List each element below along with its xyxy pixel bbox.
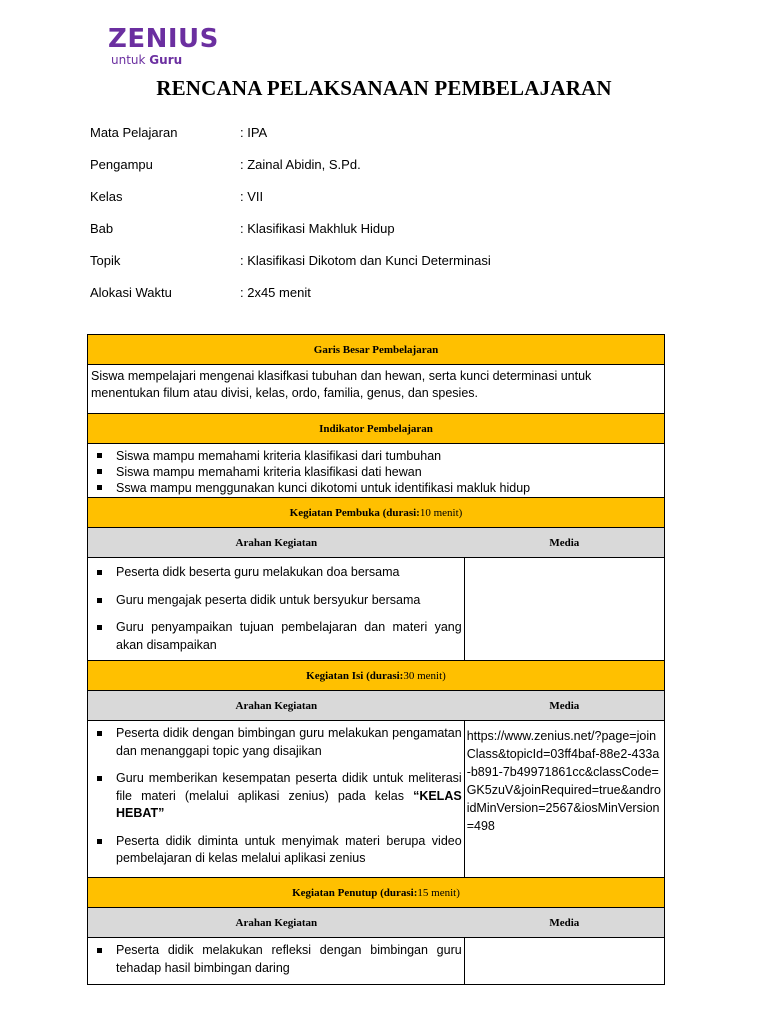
indikator-list [88,444,664,496]
list-item: Siswa mampu memahami kriteria klasifikasi dari tumbuhan [88,448,664,464]
pembuka-header: Kegiatan Pembuka (durasi: 10 menit) [88,498,664,528]
bullet-icon [97,839,102,844]
zenius-class-link[interactable]: https://www.zenius.net/?page=joinClass&topicId=03ff4baf-88e2-433a-b891-7b49971861cc&classCode=GK5zuV&joinRequired=true&androidMinVersion=2567&iosMinVersion=498 [466,729,661,833]
pembuka-column-headers [88,528,664,558]
activity-item: Peserta didik diminta untuk menyimak materi berupa video pembelajaran di kelas melalui aplikasi zenius [88,833,462,868]
info-label: Alokasi Waktu [90,284,172,300]
info-value: : 2x45 menit [240,284,311,300]
bullet-icon [97,598,102,603]
garis-besar-text: Siswa mempelajari mengenai klasifkasi tubuhan dan hewan, serta kunci determinasi untuk menentukan filum atau divisi, kelas, ordo, familia, genus, dan spesies. [91,369,592,400]
activity-item: Guru memberikan kesempatan peserta didik untuk meliterasi file materi (melalui aplikasi zenius) pada kelas “KELAS HEBAT” [88,770,462,823]
lesson-plan-table [87,334,665,985]
info-value: : Klasifikasi Dikotom dan Kunci Determinasi [240,252,491,268]
penutup-header: Kegiatan Penutup (durasi: 15 menit) [88,878,664,908]
penutup-column-headers [88,908,664,938]
info-row-mata-pelajaran [90,116,491,148]
isi-media[interactable] [465,721,664,877]
isi-header: Kegiatan Isi (durasi: 30 menit) [88,661,664,691]
bullet-icon [97,731,102,736]
column-header-arahan: Arahan Kegiatan [235,916,318,929]
info-row-pengampu [90,148,491,180]
penutup-activities [88,938,465,984]
info-label: Kelas [90,188,123,204]
info-row-kelas [90,180,491,212]
activity-item: Guru penyampaikan tujuan pembelajaran dan materi yang akan disampaikan [88,619,462,654]
activity-item: Peserta didik melakukan refleksi dengan bimbingan guru tehadap hasil bimbingan daring [88,942,462,977]
isi-row [88,721,664,878]
indikator-header: Indikator Pembelajaran [88,414,664,444]
info-value: : IPA [240,124,268,140]
info-label: Pengampu [90,156,153,172]
column-header-arahan: Arahan Kegiatan [235,536,318,549]
penutup-row [88,938,664,984]
column-header-media: Media [549,699,580,712]
list-item: Siswa mampu memahami kriteria klasifikasi dati hewan [88,464,664,480]
pembuka-row [88,558,664,661]
pembuka-activities [88,558,465,660]
garis-besar-cell [88,365,664,414]
activity-item: Guru mengajak peserta didik untuk bersyukur bersama [88,592,462,610]
info-label: Mata Pelajaran [90,124,178,140]
bullet-icon [97,570,102,575]
column-header-arahan: Arahan Kegiatan [235,699,318,712]
logo-wordmark: ZENIUS [108,24,219,54]
activity-item: Peserta didk beserta guru melakukan doa bersama [88,564,462,582]
garis-besar-header: Garis Besar Pembelajaran [88,335,664,365]
info-value: : Zainal Abidin, S.Pd. [240,156,361,172]
info-row-alokasi-waktu [90,276,491,308]
bullet-icon [97,776,102,781]
info-row-bab [90,212,491,244]
indikator-cell [88,444,664,498]
bullet-icon [97,453,102,458]
logo-tagline: untuk Guru [111,53,183,67]
activity-item: Peserta didik dengan bimbingan guru melakukan pengamatan dan menanggapi topic yang disajikan [88,725,462,760]
isi-column-headers [88,691,664,721]
column-header-media: Media [549,536,580,549]
zenius-logo [108,26,219,67]
penutup-media [465,938,664,984]
info-value: : Klasifikasi Makhluk Hidup [240,220,395,236]
info-label: Bab [90,220,114,236]
isi-activities [88,721,465,877]
pembuka-media [465,558,664,660]
document-title: RENCANA PELAKSANAAN PEMBELAJARAN [156,76,612,100]
bullet-icon [97,469,102,474]
info-block [90,116,491,308]
list-item: Sswa mampu menggunakan kunci dikotomi untuk identifikasi makluk hidup [88,480,664,496]
bullet-icon [97,948,102,953]
info-label: Topik [90,252,121,268]
info-value: : VII [240,188,264,204]
column-header-media: Media [549,916,580,929]
info-row-topik [90,244,491,276]
bullet-icon [97,625,102,630]
bullet-icon [97,485,102,490]
